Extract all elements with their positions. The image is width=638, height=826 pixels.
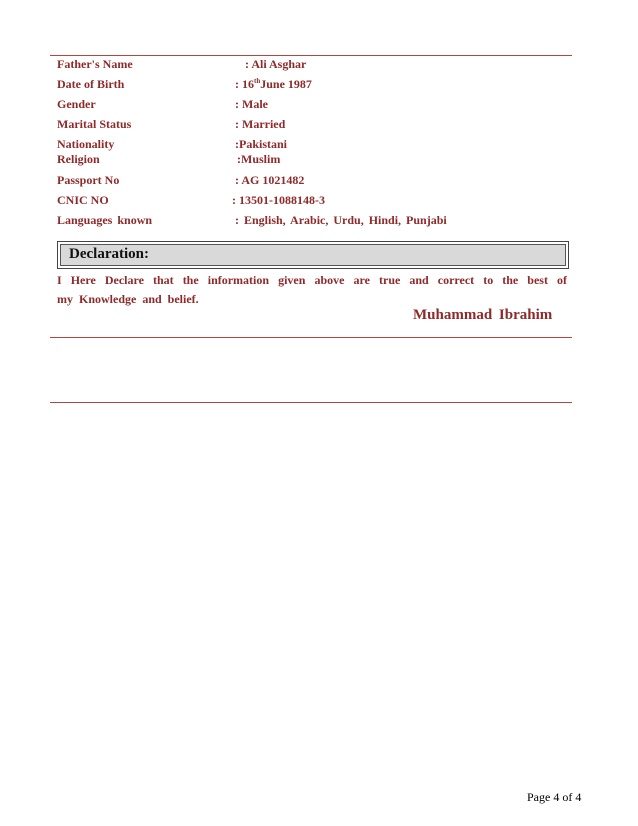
detail-value: : 13501-1088148-3: [232, 193, 325, 207]
detail-value: : Married: [235, 117, 286, 131]
detail-row-nationality: [57, 137, 572, 153]
dob-ordinal: th: [254, 77, 261, 85]
top-rule: [50, 55, 572, 56]
detail-row-date-of-birth: [57, 77, 572, 93]
detail-row-languages: [57, 213, 572, 229]
dob-day: : 16: [235, 77, 254, 91]
detail-row-marital-status: [57, 117, 572, 133]
detail-row-gender: [57, 97, 572, 113]
detail-label: CNIC NO: [57, 193, 109, 207]
detail-label: Languages known: [57, 213, 153, 227]
detail-label: Date of Birth: [57, 77, 125, 91]
declaration-line-1: I Here Declare that the information given above are true and correct to the best of: [57, 273, 567, 287]
detail-row-fathers-name: [57, 57, 572, 73]
detail-value: : AG 1021482: [235, 173, 305, 187]
declaration-heading: Declaration:: [69, 246, 149, 262]
signature-name: Muhammad Ibrahim: [413, 307, 553, 323]
detail-label: Father's Name: [57, 57, 133, 71]
detail-row-passport: [57, 173, 572, 189]
declaration-header-box: [57, 241, 569, 269]
detail-value: [235, 77, 312, 92]
bottom-rule: [50, 402, 572, 403]
declaration-text: [57, 271, 567, 309]
detail-value: : English, Arabic, Urdu, Hindi, Punjabi: [235, 213, 447, 227]
detail-value: : Ali Asghar: [245, 57, 307, 71]
detail-row-religion: [57, 152, 572, 168]
detail-label: Passport No: [57, 173, 120, 187]
middle-rule: [50, 337, 572, 338]
detail-label: Nationality: [57, 137, 115, 151]
detail-value: : Male: [235, 97, 268, 111]
page-number: Page 4 of 4: [527, 790, 582, 804]
dob-month-year: June 1987: [260, 77, 312, 91]
detail-label: Gender: [57, 97, 96, 111]
detail-label: Marital Status: [57, 117, 132, 131]
detail-label: Religion: [57, 152, 100, 166]
detail-value: :Muslim: [237, 152, 281, 166]
declaration-line-2: my Knowledge and belief.: [57, 292, 199, 306]
detail-value: :Pakistani: [235, 137, 288, 151]
detail-row-cnic: [57, 193, 572, 209]
